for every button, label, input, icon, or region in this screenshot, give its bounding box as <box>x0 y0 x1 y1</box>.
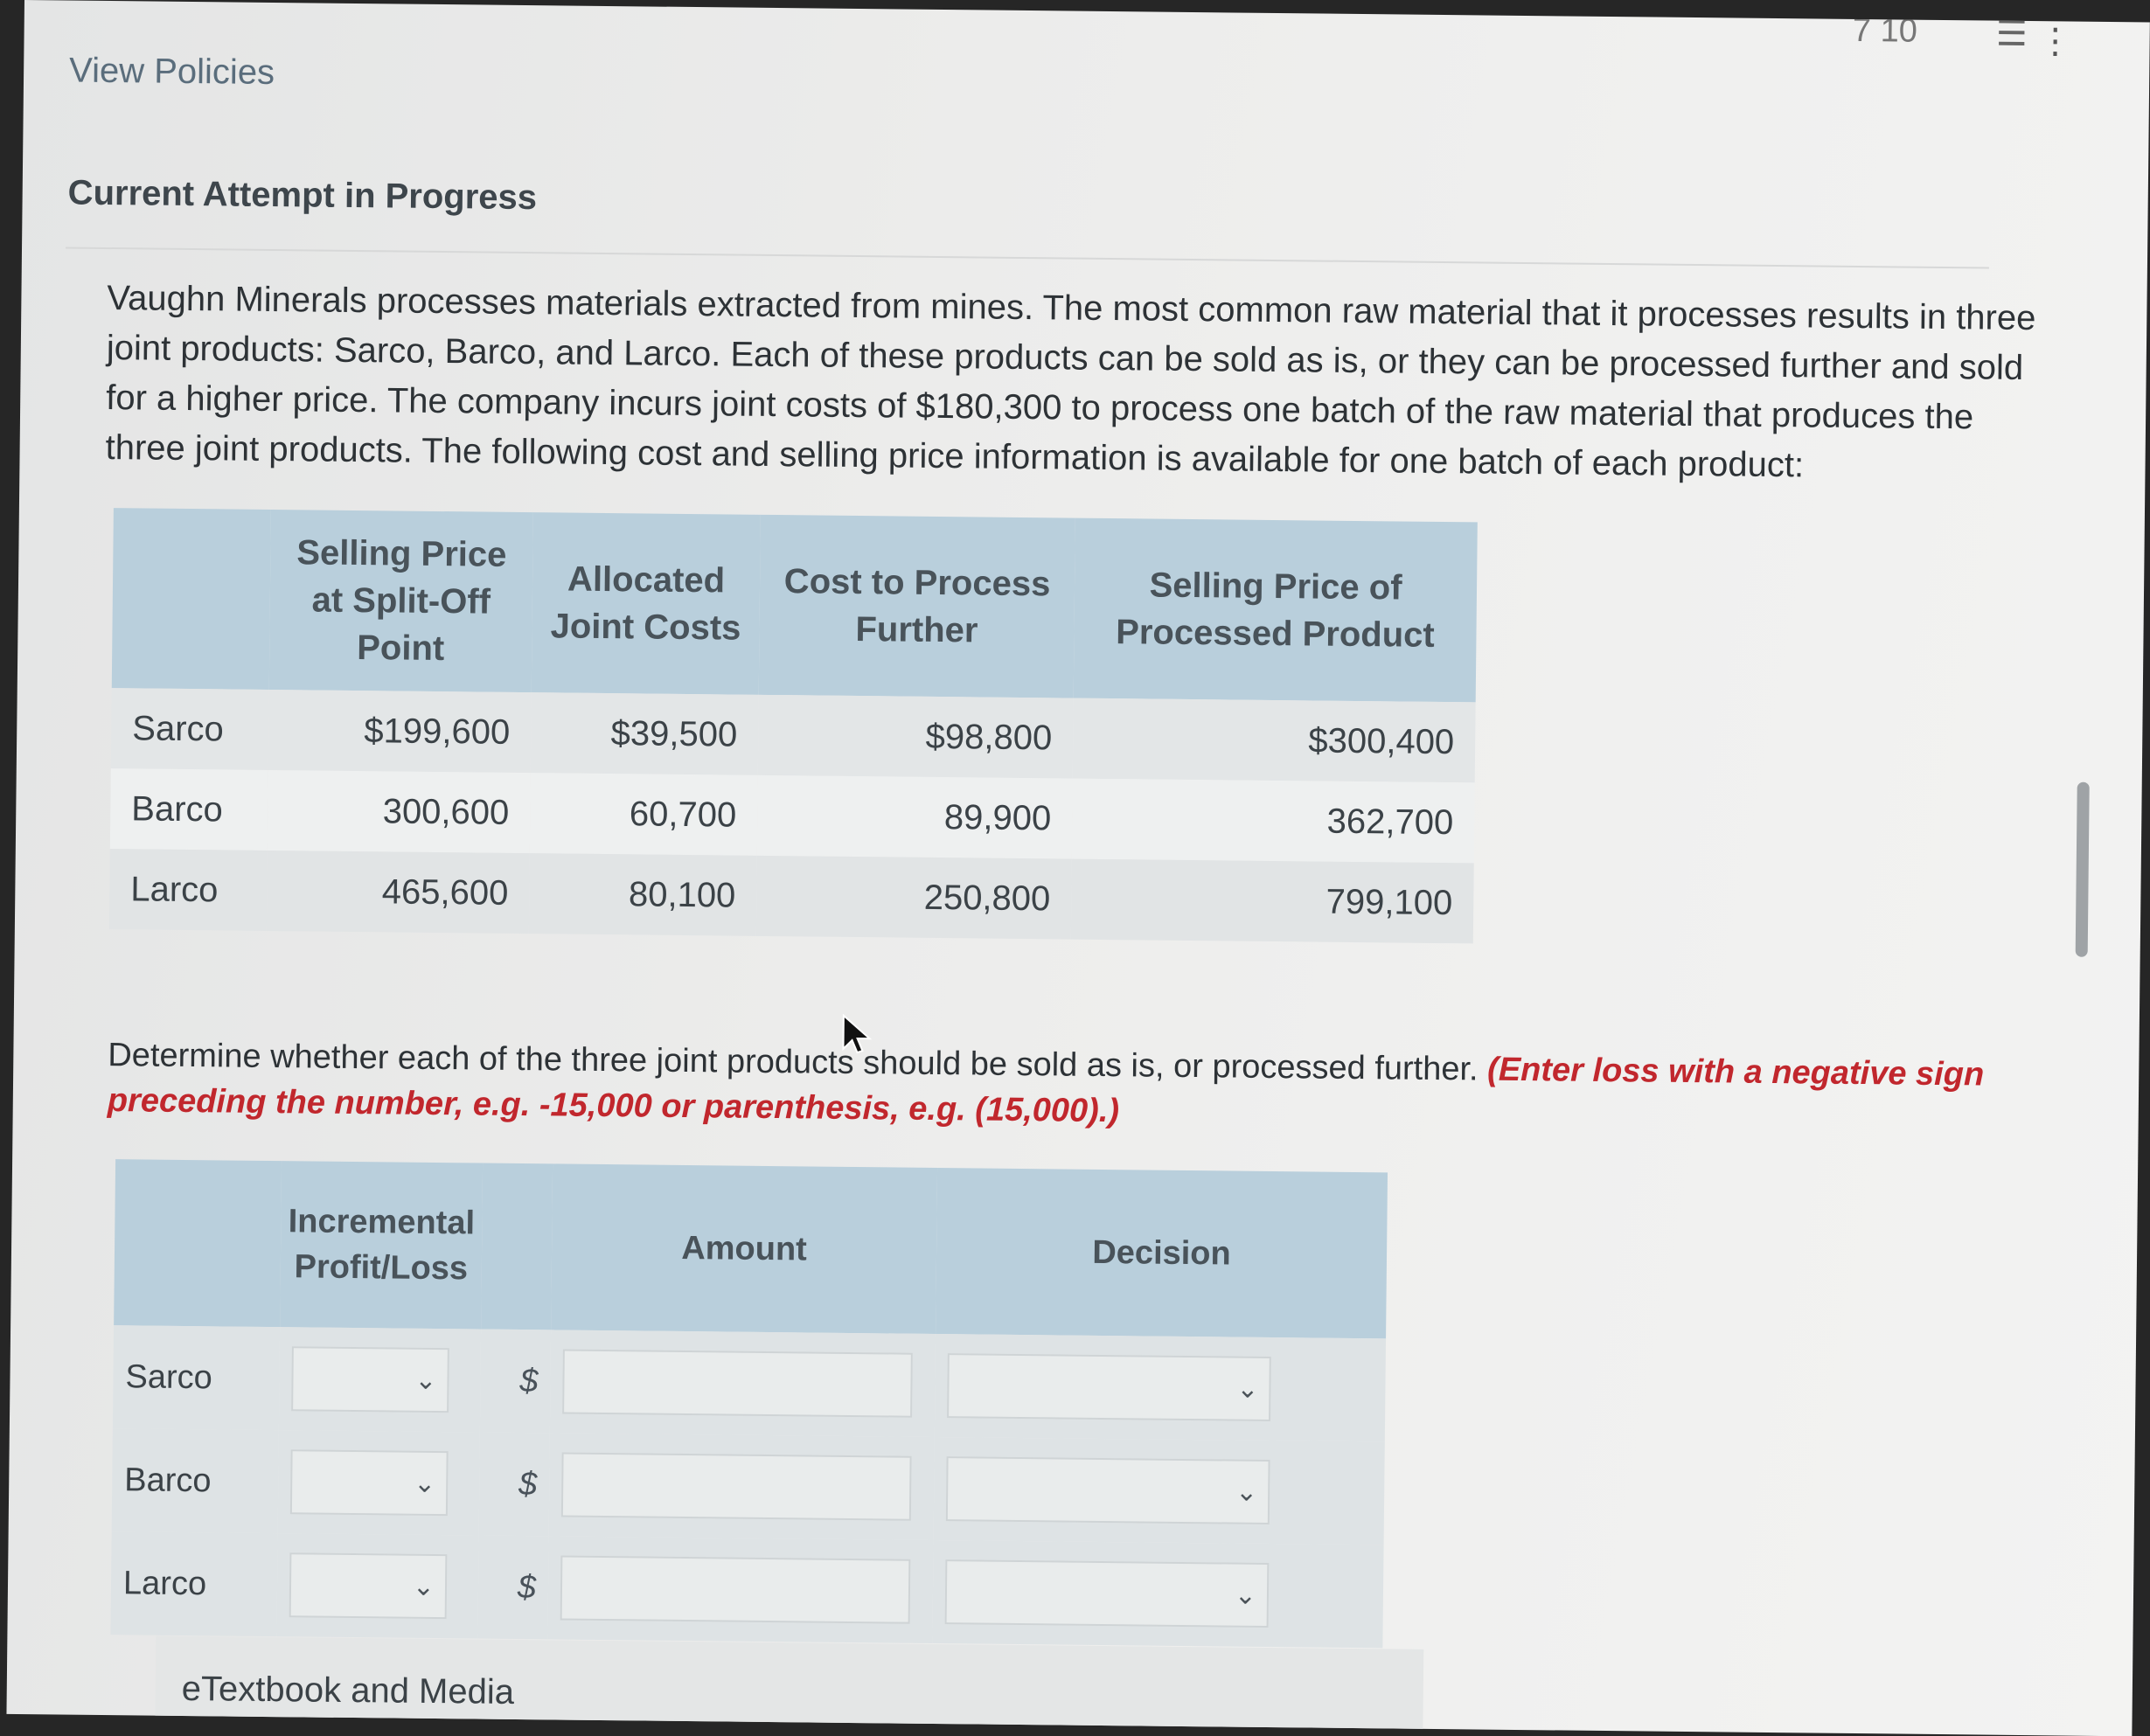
attempt-title: Current Attempt in Progress <box>67 173 538 218</box>
table-row <box>110 768 1475 863</box>
decision-dropdown[interactable] <box>946 1456 1270 1524</box>
data-table <box>109 508 1478 943</box>
profit-loss-select[interactable] <box>276 1533 478 1638</box>
header-cell: Selling Price of Processed Product <box>1074 518 1478 703</box>
table-cell: $39,500 <box>531 692 759 775</box>
table-row <box>109 849 1474 943</box>
table-cell: 300,600 <box>268 770 531 853</box>
top-fragment-text: 7 10 <box>1852 11 1918 50</box>
product-name: Larco <box>110 1531 277 1636</box>
table-cell: 362,700 <box>1072 779 1475 864</box>
header-cell <box>481 1163 553 1330</box>
table-cell: $199,600 <box>268 690 532 773</box>
table-cell: 80,100 <box>529 853 757 936</box>
product-name: Barco <box>110 768 268 851</box>
chevron-down-icon: ⌄ <box>1235 1477 1258 1507</box>
etextbook-section[interactable] <box>155 1636 1423 1736</box>
profit-loss-dropdown[interactable] <box>291 1346 449 1413</box>
header-cell: Cost to Process Further <box>759 515 1075 698</box>
chevron-down-icon: ⌄ <box>413 1469 436 1498</box>
table-cell: $98,800 <box>758 695 1074 779</box>
profit-loss-select[interactable] <box>278 1430 480 1535</box>
decision-cell[interactable] <box>935 1334 1386 1441</box>
kebab-icon[interactable]: ⋮ <box>2037 22 2073 61</box>
view-policies-link[interactable]: View Policies <box>68 51 275 92</box>
currency-symbol: $ <box>480 1330 551 1434</box>
profit-loss-dropdown[interactable] <box>290 1449 449 1516</box>
scrollbar[interactable] <box>2076 782 2090 957</box>
table-cell: 89,900 <box>757 775 1073 859</box>
answer-row <box>112 1428 1385 1545</box>
top-fragment <box>1853 12 2028 54</box>
header-cell: Allocated Joint Costs <box>532 512 761 695</box>
chevron-down-icon: ⌄ <box>412 1572 435 1601</box>
instruction-hint: (Enter loss with a negative sign preceding the number, e.g. -15,000 or parenthesis, e.g. (15,000).) <box>107 1051 1985 1130</box>
product-name: Barco <box>112 1428 279 1533</box>
amount-input[interactable] <box>561 1453 912 1521</box>
header-cell: Decision <box>936 1168 1388 1338</box>
table-cell: $300,400 <box>1073 698 1476 783</box>
product-name: Sarco <box>111 688 269 770</box>
answer-table-header <box>114 1159 1388 1338</box>
instruction <box>108 1032 1988 1143</box>
etextbook-label[interactable]: eTextbook and Media <box>181 1669 515 1712</box>
header-cell <box>112 508 271 690</box>
table-cell: 799,100 <box>1071 859 1474 944</box>
problem-text: Vaughn Minerals processes materials extracted from mines. The most common raw material that it processes results in three joint products: Sarco, Barco, and Larco. Each of these products can be sold as is, or they can be processed further and sold for a higher price. The company incurs joint costs of $180,300 to process one batch of the raw material that produces the three joint products. The following cost and selling price information is available for one batch of each product: <box>105 279 2036 485</box>
table-cell: 250,800 <box>756 856 1072 940</box>
table-cell: 465,600 <box>267 851 530 934</box>
screen <box>6 0 2149 1736</box>
header-cell <box>114 1159 282 1327</box>
currency-symbol: $ <box>477 1536 548 1640</box>
answer-row <box>113 1325 1386 1441</box>
header-cell: Incremental Profit/Loss <box>280 1161 483 1329</box>
profit-loss-select[interactable] <box>279 1327 481 1432</box>
decision-cell[interactable] <box>932 1540 1383 1648</box>
data-table-header <box>112 508 1478 702</box>
answer-row <box>110 1531 1383 1648</box>
amount-cell[interactable] <box>550 1330 936 1437</box>
chevron-down-icon: ⌄ <box>414 1365 437 1395</box>
decision-cell[interactable] <box>934 1437 1385 1545</box>
currency-symbol: $ <box>479 1433 550 1537</box>
list-icon[interactable]: ☰ <box>1995 14 2028 53</box>
product-name: Larco <box>109 849 268 931</box>
amount-input[interactable] <box>560 1556 911 1624</box>
decision-dropdown[interactable] <box>945 1559 1270 1628</box>
table-cell: 60,700 <box>530 773 758 856</box>
chevron-down-icon: ⌄ <box>1236 1374 1259 1404</box>
chevron-down-icon: ⌄ <box>1234 1580 1257 1610</box>
decision-dropdown[interactable] <box>947 1353 1271 1421</box>
header-cell: Amount <box>551 1163 937 1334</box>
product-name: Sarco <box>113 1325 280 1430</box>
profit-loss-dropdown[interactable] <box>289 1552 448 1619</box>
amount-input[interactable] <box>562 1350 913 1418</box>
header-cell: Selling Price at Split-Off Point <box>269 510 533 692</box>
divider <box>66 247 1989 269</box>
amount-cell[interactable] <box>549 1433 935 1540</box>
table-row <box>111 688 1476 782</box>
instruction-text: Determine whether each of the three joint products should be sold as is, or processed further. <box>108 1037 1479 1088</box>
amount-cell[interactable] <box>547 1536 933 1643</box>
answer-table <box>110 1159 1388 1648</box>
